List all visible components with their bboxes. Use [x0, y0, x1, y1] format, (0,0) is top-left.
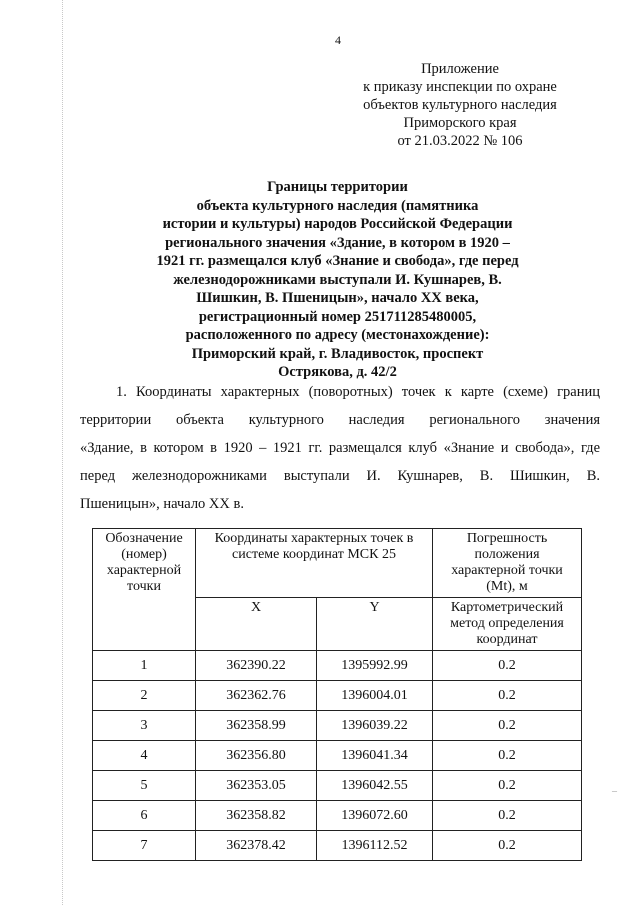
- cell-error: 0.2: [433, 741, 582, 771]
- paragraph-line: территории объекта культурного наследия регионального значения: [80, 412, 600, 428]
- paragraph-line: «Здание, в котором в 1920 – 1921 гг. размещался клуб «Знание и свобода», где: [80, 440, 600, 456]
- cell-y: 1396072.60: [317, 801, 433, 831]
- cell-point: 7: [93, 831, 196, 861]
- cell-x: 362356.80: [196, 741, 317, 771]
- cell-error: 0.2: [433, 651, 582, 681]
- cell-error: 0.2: [433, 771, 582, 801]
- header-point: Обозначение (номер) характерной точки: [93, 529, 196, 651]
- cell-x: 362353.05: [196, 771, 317, 801]
- table-header-row: [93, 529, 582, 598]
- table-row: [93, 651, 582, 681]
- appendix-line: объектов культурного наследия: [363, 97, 557, 113]
- header-y: Y: [317, 598, 433, 651]
- header-method: Картометрический метод определения координат: [433, 598, 582, 651]
- cell-y: 1395992.99: [317, 651, 433, 681]
- cell-x: 362362.76: [196, 681, 317, 711]
- title-line: Границы территории: [267, 179, 408, 195]
- cell-point: 6: [93, 801, 196, 831]
- cell-y: 1396004.01: [317, 681, 433, 711]
- title-line: регионального значения «Здание, в котором в 1920 –: [165, 234, 510, 251]
- title-line: Шишкин, В. Пшеницын», начало XX века,: [196, 290, 479, 306]
- scan-edge-line: [62, 0, 63, 905]
- header-error: Погрешность положения характерной точки (Mt), м: [433, 529, 582, 598]
- appendix-line: Приморского края: [403, 115, 517, 131]
- table-row: [93, 711, 582, 741]
- table-row: [93, 801, 582, 831]
- cell-y: 1396041.34: [317, 741, 433, 771]
- cell-point: 1: [93, 651, 196, 681]
- table-row: [93, 681, 582, 711]
- cell-x: 362378.42: [196, 831, 317, 861]
- cell-error: 0.2: [433, 711, 582, 741]
- cell-x: 362390.22: [196, 651, 317, 681]
- cell-error: 0.2: [433, 681, 582, 711]
- title-line: регистрационный номер 251711285480005,: [198, 308, 477, 325]
- appendix-line: Приложение: [421, 61, 499, 77]
- paragraph-line: Пшеницын», начало XX в.: [80, 496, 244, 512]
- cell-point: 4: [93, 741, 196, 771]
- cell-x: 362358.99: [196, 711, 317, 741]
- cell-point: 2: [93, 681, 196, 711]
- coordinates-table: [92, 528, 582, 861]
- paragraph-line: 1. Координаты характерных (поворотных) точек к карте (схеме) границ: [116, 384, 600, 400]
- title-line: расположенного по адресу (местонахождение):: [185, 327, 490, 343]
- cell-y: 1396112.52: [317, 831, 433, 861]
- scan-artifact-mark: –: [612, 786, 617, 797]
- cell-y: 1396039.22: [317, 711, 433, 741]
- table-row: [93, 771, 582, 801]
- cell-error: 0.2: [433, 831, 582, 861]
- table-row: [93, 831, 582, 861]
- title-line: железнодорожниками выступали И. Кушнарев, В.: [173, 271, 502, 288]
- title-line: Острякова, д. 42/2: [278, 364, 397, 380]
- cell-point: 5: [93, 771, 196, 801]
- table-row: [93, 741, 582, 771]
- paragraph-line: перед железнодорожниками выступали И. Кушнарев, В. Шишкин, В.: [80, 468, 600, 484]
- title-line: истории и культуры) народов Российской Федерации: [162, 216, 513, 232]
- appendix-line: к приказу инспекции по охране: [363, 79, 557, 95]
- appendix-line: от 21.03.2022 № 106: [397, 133, 523, 149]
- document-title: [100, 178, 575, 382]
- body-paragraph: [80, 378, 600, 518]
- cell-error: 0.2: [433, 801, 582, 831]
- title-line: 1921 гг. размещался клуб «Знание и свобода», где перед: [156, 253, 519, 269]
- title-line: Приморский край, г. Владивосток, проспект: [191, 345, 484, 362]
- cell-y: 1396042.55: [317, 771, 433, 801]
- cell-point: 3: [93, 711, 196, 741]
- title-line: объекта культурного наследия (памятника: [196, 197, 479, 214]
- header-x: X: [196, 598, 317, 651]
- cell-x: 362358.82: [196, 801, 317, 831]
- page-number: 4: [335, 33, 341, 47]
- header-coordinates: Координаты характерных точек в системе координат МСК 25: [196, 529, 433, 598]
- appendix-header: [330, 60, 590, 150]
